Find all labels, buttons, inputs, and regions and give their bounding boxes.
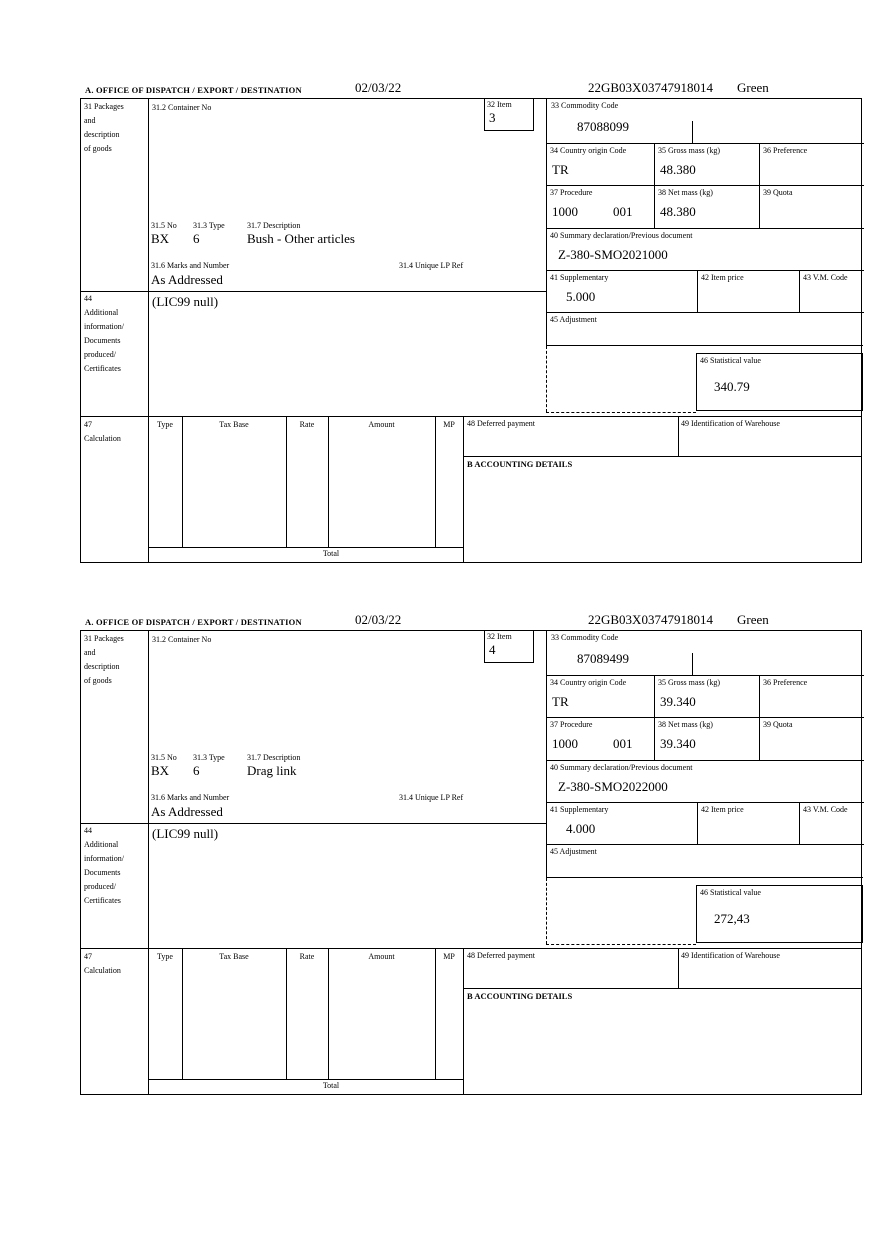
box31-4-unique-lp-ref-label: 31.4 Unique LP Ref xyxy=(399,793,464,802)
box48-label: 48 Deferred payment xyxy=(467,419,535,428)
box-46-statistical-value xyxy=(696,353,863,411)
box44-box47-divider xyxy=(81,948,861,949)
box-38-net-mass xyxy=(654,718,759,760)
box32-label: 32 Item xyxy=(487,632,512,641)
commodity-code-separator xyxy=(692,121,693,143)
box44-label-line6: Certificates xyxy=(84,896,121,905)
box-42-item-price xyxy=(697,803,799,844)
commodity-code-value: 87089499 xyxy=(577,651,629,666)
declaration-form-grid xyxy=(80,630,862,1095)
box-41-supplementary xyxy=(547,271,697,312)
office-of-dispatch-label: A. OFFICE OF DISPATCH / EXPORT / DESTINATION xyxy=(85,617,302,627)
calc-col-tax-base-header: Tax Base xyxy=(219,952,249,961)
box48-box49-divider xyxy=(678,948,679,988)
package-no-value: BX xyxy=(151,763,170,778)
calc-col-rate-header: Rate xyxy=(299,952,315,961)
box47-label-line1: 47 xyxy=(84,420,92,429)
box49-label: 49 Identification of Warehouse xyxy=(681,951,780,960)
box-42-item-price xyxy=(697,271,799,312)
box-32-item xyxy=(484,631,534,663)
box-36-preference xyxy=(759,676,864,717)
box38-label: 38 Net mass (kg) xyxy=(658,188,713,197)
box44-label-line1: 44 xyxy=(84,294,92,303)
box42-label: 42 Item price xyxy=(701,805,744,814)
additional-info-value: (LIC99 null) xyxy=(152,294,219,309)
dashed-divider-vertical xyxy=(546,878,547,944)
box31-label-line3: description xyxy=(84,662,120,671)
calc-column-divider xyxy=(435,416,436,547)
calc-column-divider xyxy=(182,416,183,547)
box-38-net-mass xyxy=(654,186,759,228)
box47-label-line1: 47 xyxy=(84,952,92,961)
box45-label: 45 Adjustment xyxy=(550,315,597,324)
box-40-previous-document xyxy=(547,228,864,270)
box47-label-line2: Calculation xyxy=(84,966,121,975)
box-39-quota xyxy=(759,718,864,760)
box34-label: 34 Country origin Code xyxy=(550,146,627,155)
calc-total-row-divider xyxy=(148,1079,463,1080)
item-number-value: 3 xyxy=(489,110,496,125)
dashed-divider-horizontal xyxy=(546,412,696,413)
box37-label: 37 Procedure xyxy=(550,720,593,729)
box44-label-line3: information/ xyxy=(84,854,124,863)
box35-label: 35 Gross mass (kg) xyxy=(658,678,720,687)
calc-table-right-border xyxy=(463,948,464,1094)
procedure-code-2-value: 001 xyxy=(613,204,633,219)
box-40-previous-document xyxy=(547,760,864,802)
box39-label: 39 Quota xyxy=(763,188,793,197)
country-origin-value: TR xyxy=(552,694,569,709)
previous-document-value: Z-380-SMO2021000 xyxy=(558,247,668,262)
package-type-value: 6 xyxy=(193,231,200,246)
procedure-code-2-value: 001 xyxy=(613,736,633,751)
box31-5-no-label: 31.5 No xyxy=(151,221,177,230)
box47-label-line2: Calculation xyxy=(84,434,121,443)
box44-label-line5: produced/ xyxy=(84,350,116,359)
calc-col-rate-header: Rate xyxy=(299,420,315,429)
box-43-vm-code xyxy=(799,803,864,844)
box31-2-container-no-label: 31.2 Container No xyxy=(152,635,212,644)
box33-label: 33 Commodity Code xyxy=(551,101,619,110)
box31-label-line4: of goods xyxy=(84,676,112,685)
marks-and-number-value: As Addressed xyxy=(151,272,223,287)
office-of-dispatch-label: A. OFFICE OF DISPATCH / EXPORT / DESTINATION xyxy=(85,85,302,95)
calc-col-mp-header: MP xyxy=(443,952,455,961)
box31-label-line1: 31 Packages xyxy=(84,634,124,643)
commodity-code-separator xyxy=(692,653,693,675)
routing-status: Green xyxy=(737,80,769,95)
supplementary-units-value: 4.000 xyxy=(566,821,596,836)
previous-document-value: Z-380-SMO2022000 xyxy=(558,779,668,794)
box41-label: 41 Supplementary xyxy=(550,273,609,282)
commodity-code-value: 87088099 xyxy=(577,119,629,134)
box31-7-description-label: 31.7 Description xyxy=(247,221,301,230)
box31-label-line2: and xyxy=(84,116,96,125)
box39-label: 39 Quota xyxy=(763,720,793,729)
box32-label: 32 Item xyxy=(487,100,512,109)
calc-column-divider xyxy=(328,416,329,547)
procedure-code-value: 1000 xyxy=(552,736,578,751)
box43-label: 43 V.M. Code xyxy=(803,273,848,282)
declaration-item-section xyxy=(80,612,863,1096)
country-origin-value: TR xyxy=(552,162,569,177)
box31-box44-divider xyxy=(81,823,547,824)
statistical-value: 272,43 xyxy=(714,911,750,926)
calc-total-row-divider xyxy=(148,547,463,548)
row-37-38-39 xyxy=(547,717,864,760)
box31-label-line3: description xyxy=(84,130,120,139)
calc-col-mp-header: MP xyxy=(443,420,455,429)
box44-label-line2: Additional xyxy=(84,308,119,317)
box-32-item xyxy=(484,99,534,131)
dashed-divider-horizontal xyxy=(546,944,696,945)
box35-label: 35 Gross mass (kg) xyxy=(658,146,720,155)
box31-3-type-label: 31.3 Type xyxy=(193,753,225,762)
mrn-reference: 22GB03X03747918014 xyxy=(588,612,713,627)
declaration-item-section xyxy=(80,80,863,564)
box-35-gross-mass xyxy=(654,676,759,717)
box37-label: 37 Procedure xyxy=(550,188,593,197)
calc-col-type-header: Type xyxy=(157,952,173,961)
left-column-divider xyxy=(148,99,149,562)
box44-label-line4: Documents xyxy=(84,336,121,345)
box31-2-container-no-label: 31.2 Container No xyxy=(152,103,212,112)
box44-label-line3: information/ xyxy=(84,322,124,331)
accounting-details-label: B ACCOUNTING DETAILS xyxy=(467,459,573,469)
box-41-supplementary xyxy=(547,803,697,844)
row-37-38-39 xyxy=(547,185,864,228)
calc-column-divider xyxy=(286,948,287,1079)
box-43-vm-code xyxy=(799,271,864,312)
box-45-adjustment xyxy=(547,844,864,878)
box40-label: 40 Summary declaration/Previous document xyxy=(550,763,693,772)
box31-6-marks-label: 31.6 Marks and Number xyxy=(151,793,230,802)
mrn-reference: 22GB03X03747918014 xyxy=(588,80,713,95)
calc-col-tax-base-header: Tax Base xyxy=(219,420,249,429)
gross-mass-value: 39.340 xyxy=(660,694,696,709)
supplementary-units-value: 5.000 xyxy=(566,289,596,304)
box42-label: 42 Item price xyxy=(701,273,744,282)
accounting-top-divider xyxy=(463,988,861,989)
box41-label: 41 Supplementary xyxy=(550,805,609,814)
box44-label-line2: Additional xyxy=(84,840,119,849)
row-34-35-36 xyxy=(547,675,864,717)
box31-label-line1: 31 Packages xyxy=(84,102,124,111)
calc-column-divider xyxy=(328,948,329,1079)
row-34-35-36 xyxy=(547,143,864,185)
box-36-preference xyxy=(759,144,864,185)
accounting-details-label: B ACCOUNTING DETAILS xyxy=(467,991,573,1001)
box31-box44-divider xyxy=(81,291,547,292)
calc-table-right-border xyxy=(463,416,464,562)
box-33-commodity-code xyxy=(547,99,864,143)
box-37-procedure xyxy=(547,718,654,760)
calc-col-amount-header: Amount xyxy=(368,952,395,961)
box-34-country-origin xyxy=(547,144,654,185)
procedure-code-value: 1000 xyxy=(552,204,578,219)
box31-6-marks-label: 31.6 Marks and Number xyxy=(151,261,230,270)
box44-label-line5: produced/ xyxy=(84,882,116,891)
declaration-date: 02/03/22 xyxy=(355,612,402,627)
box31-3-type-label: 31.3 Type xyxy=(193,221,225,230)
box40-label: 40 Summary declaration/Previous document xyxy=(550,231,693,240)
net-mass-value: 48.380 xyxy=(660,204,696,219)
box-39-quota xyxy=(759,186,864,228)
box-34-country-origin xyxy=(547,676,654,717)
row-41-42-43 xyxy=(547,270,864,312)
box-33-commodity-code xyxy=(547,631,864,675)
declaration-form-grid xyxy=(80,98,862,563)
box-45-adjustment xyxy=(547,312,864,346)
box-35-gross-mass xyxy=(654,144,759,185)
declaration-date: 02/03/22 xyxy=(355,80,402,95)
box43-label: 43 V.M. Code xyxy=(803,805,848,814)
calc-col-amount-header: Amount xyxy=(368,420,395,429)
box44-label-line1: 44 xyxy=(84,826,92,835)
dashed-divider-vertical xyxy=(546,346,547,412)
box36-label: 36 Preference xyxy=(763,146,808,155)
calc-col-type-header: Type xyxy=(157,420,173,429)
box48-box49-divider xyxy=(678,416,679,456)
package-no-value: BX xyxy=(151,231,170,246)
right-column xyxy=(546,631,863,878)
goods-description-value: Drag link xyxy=(247,763,297,778)
box31-7-description-label: 31.7 Description xyxy=(247,753,301,762)
package-type-value: 6 xyxy=(193,763,200,778)
box31-label-line2: and xyxy=(84,648,96,657)
routing-status: Green xyxy=(737,612,769,627)
box31-5-no-label: 31.5 No xyxy=(151,753,177,762)
item-number-value: 4 xyxy=(489,642,496,657)
box-37-procedure xyxy=(547,186,654,228)
calc-column-divider xyxy=(286,416,287,547)
row-41-42-43 xyxy=(547,802,864,844)
box31-4-unique-lp-ref-label: 31.4 Unique LP Ref xyxy=(399,261,464,270)
box46-label: 46 Statistical value xyxy=(700,356,761,365)
statistical-value: 340.79 xyxy=(714,379,750,394)
calc-column-divider xyxy=(435,948,436,1079)
additional-info-value: (LIC99 null) xyxy=(152,826,219,841)
accounting-top-divider xyxy=(463,456,861,457)
marks-and-number-value: As Addressed xyxy=(151,804,223,819)
box34-label: 34 Country origin Code xyxy=(550,678,627,687)
right-column xyxy=(546,99,863,346)
box44-label-line6: Certificates xyxy=(84,364,121,373)
box49-label: 49 Identification of Warehouse xyxy=(681,419,780,428)
box46-label: 46 Statistical value xyxy=(700,888,761,897)
box44-label-line4: Documents xyxy=(84,868,121,877)
box-46-statistical-value xyxy=(696,885,863,943)
box38-label: 38 Net mass (kg) xyxy=(658,720,713,729)
gross-mass-value: 48.380 xyxy=(660,162,696,177)
box44-box47-divider xyxy=(81,416,861,417)
box45-label: 45 Adjustment xyxy=(550,847,597,856)
box36-label: 36 Preference xyxy=(763,678,808,687)
calc-total-label: Total xyxy=(322,1081,340,1090)
calc-total-label: Total xyxy=(322,549,340,558)
left-column-divider xyxy=(148,631,149,1094)
goods-description-value: Bush - Other articles xyxy=(247,231,355,246)
net-mass-value: 39.340 xyxy=(660,736,696,751)
box31-label-line4: of goods xyxy=(84,144,112,153)
box33-label: 33 Commodity Code xyxy=(551,633,619,642)
calc-column-divider xyxy=(182,948,183,1079)
box48-label: 48 Deferred payment xyxy=(467,951,535,960)
